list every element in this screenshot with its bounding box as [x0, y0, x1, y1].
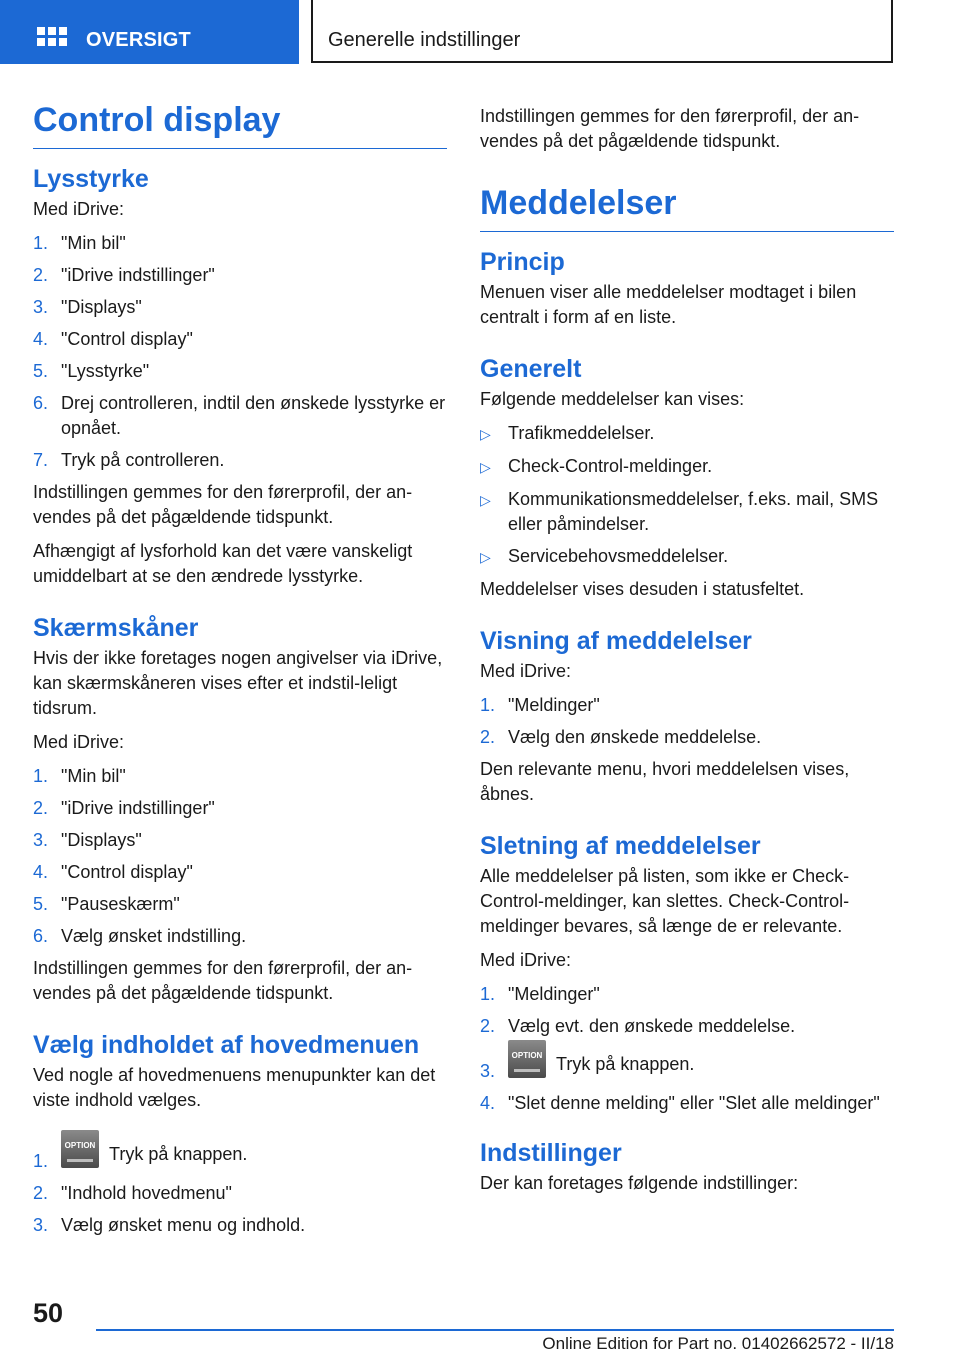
screensaver-intro: Med iDrive: — [33, 732, 125, 752]
heading-main-menu: Vælg indholdet af hovedmenuen — [33, 1031, 420, 1059]
bullet-triangle-icon: ▷ — [480, 549, 491, 565]
heading-delete: Sletning af meddelelser — [480, 832, 761, 860]
settings-text: Der kan foretages følgende indstillinger: — [480, 1173, 799, 1193]
list-item: 1. "Meldinger" — [480, 695, 600, 715]
right-column — [480, 104, 894, 1205]
list-item: 5. "Pauseskærm" — [33, 894, 180, 914]
edition-note: Online Edition for Part no. 01402662572 - II/18 — [542, 1334, 894, 1353]
brightness-intro: Med iDrive: — [33, 199, 125, 219]
screensaver-note: Indstillingen gemmes for den førerprofil, der an-vendes på det pågældende tidspunkt. — [33, 958, 413, 1003]
list-item: 1. OPTION Tryk på knappen. — [33, 1136, 447, 1174]
heading-general: Generelt — [480, 355, 582, 383]
overview-nav-label: OVERSIGT — [86, 29, 191, 51]
list-item: 2. "Indhold hovedmenu" — [33, 1183, 232, 1203]
list-item: 4. "Control display" — [33, 862, 193, 882]
page-title: Control display — [33, 98, 447, 149]
list-item: 5. "Lysstyrke" — [33, 361, 150, 381]
list-item: 4. "Slet denne melding" eller "Slet alle meldinger" — [480, 1093, 880, 1113]
bullet-triangle-icon: ▷ — [480, 426, 491, 442]
delete-steps — [480, 982, 894, 1116]
screensaver-steps — [33, 764, 447, 949]
bullet-triangle-icon: ▷ — [480, 492, 491, 508]
messages-title: Meddelelser — [480, 181, 894, 232]
list-item: 2. Vælg evt. den ønskede meddelelse. — [480, 1016, 796, 1036]
display-outro: Den relevante menu, hvori meddelelsen vises, åbnes. — [480, 759, 850, 804]
list-item: 3. "Displays" — [33, 297, 142, 317]
bullet-triangle-icon: ▷ — [480, 459, 491, 475]
option-button-icon: OPTION — [61, 1130, 99, 1168]
delete-intro: Med iDrive: — [480, 950, 572, 970]
list-item: 3. Vælg ønsket menu og indhold. — [33, 1215, 306, 1235]
list-item: 2. "iDrive indstillinger" — [33, 798, 215, 818]
list-item: 1. "Min bil" — [33, 766, 126, 786]
list-item: 6. Drej controlleren, indtil den ønskede lysstyrke er opnået. — [33, 393, 446, 438]
list-item: ▷ Servicebehovsmeddelelser. — [480, 544, 894, 570]
list-item: 7. Tryk på controlleren. — [33, 450, 225, 470]
option-button-icon: OPTION — [508, 1040, 546, 1078]
display-steps — [480, 693, 894, 750]
delete-text: Alle meddelelser på listen, som ikke er Check-Control-meldinger, kan slettes. Check-Control-meldinger bevares, så længe de er relevante. — [480, 866, 850, 936]
brightness-note-1: Indstillingen gemmes for den førerprofil, der an-vendes på det pågældende tidspunkt. — [33, 482, 413, 527]
list-item: 1. "Min bil" — [33, 233, 126, 253]
list-item: ▷ Check-Control-meldinger. — [480, 454, 894, 480]
list-item: 2. Vælg den ønskede meddelelse. — [480, 727, 762, 747]
list-item: ▷ Trafikmeddelelser. — [480, 421, 894, 447]
list-item: ▷ Kommunikationsmeddelelser, f.eks. mail, SMS eller påmindelser. — [480, 487, 894, 537]
heading-principle: Princip — [480, 248, 565, 276]
brightness-steps — [33, 231, 447, 473]
display-intro: Med iDrive: — [480, 661, 572, 681]
section-title: Generelle indstillinger — [328, 29, 521, 51]
general-intro: Følgende meddelelser kan vises: — [480, 389, 745, 409]
left-column — [33, 98, 447, 1245]
page-number: 50 — [33, 1298, 64, 1328]
overview-nav-button[interactable] — [0, 0, 299, 64]
main-menu-text: Ved nogle af hovedmenuens menupunkter kan det viste indhold vælges. — [33, 1065, 436, 1110]
main-menu-steps — [33, 1136, 447, 1238]
list-item: 2. "iDrive indstillinger" — [33, 265, 215, 285]
section-title-box — [311, 0, 893, 63]
general-outro: Meddelelser vises desuden i statusfeltet. — [480, 579, 805, 599]
screensaver-text: Hvis der ikke foretages nogen angivelser via iDrive, kan skærmskåneren vises efter et indstil-leligt tidsrum. — [33, 648, 443, 718]
heading-brightness: Lysstyrke — [33, 165, 149, 193]
list-item: 4. "Control display" — [33, 329, 193, 349]
heading-display: Visning af meddelelser — [480, 627, 752, 655]
list-item: 3. "Displays" — [33, 830, 142, 850]
top-note: Indstillingen gemmes for den førerprofil, der an-vendes på det pågældende tidspunkt. — [480, 106, 860, 151]
brightness-note-2: Afhængigt af lysforhold kan det være vanskeligt umiddelbart at se den ændrede lysstyrke. — [33, 541, 413, 586]
principle-text: Menuen viser alle meddelelser modtaget i bilen centralt i form af en liste. — [480, 282, 857, 327]
list-item: 3. OPTION Tryk på knappen. — [480, 1046, 894, 1084]
general-bullets — [480, 421, 894, 570]
heading-screensaver: Skærmskåner — [33, 614, 199, 642]
grid-menu-icon — [37, 27, 67, 49]
list-item: 6. Vælg ønsket indstilling. — [33, 926, 247, 946]
heading-settings: Indstillinger — [480, 1139, 622, 1167]
footer-divider — [96, 1329, 894, 1331]
list-item: 1. "Meldinger" — [480, 984, 600, 1004]
